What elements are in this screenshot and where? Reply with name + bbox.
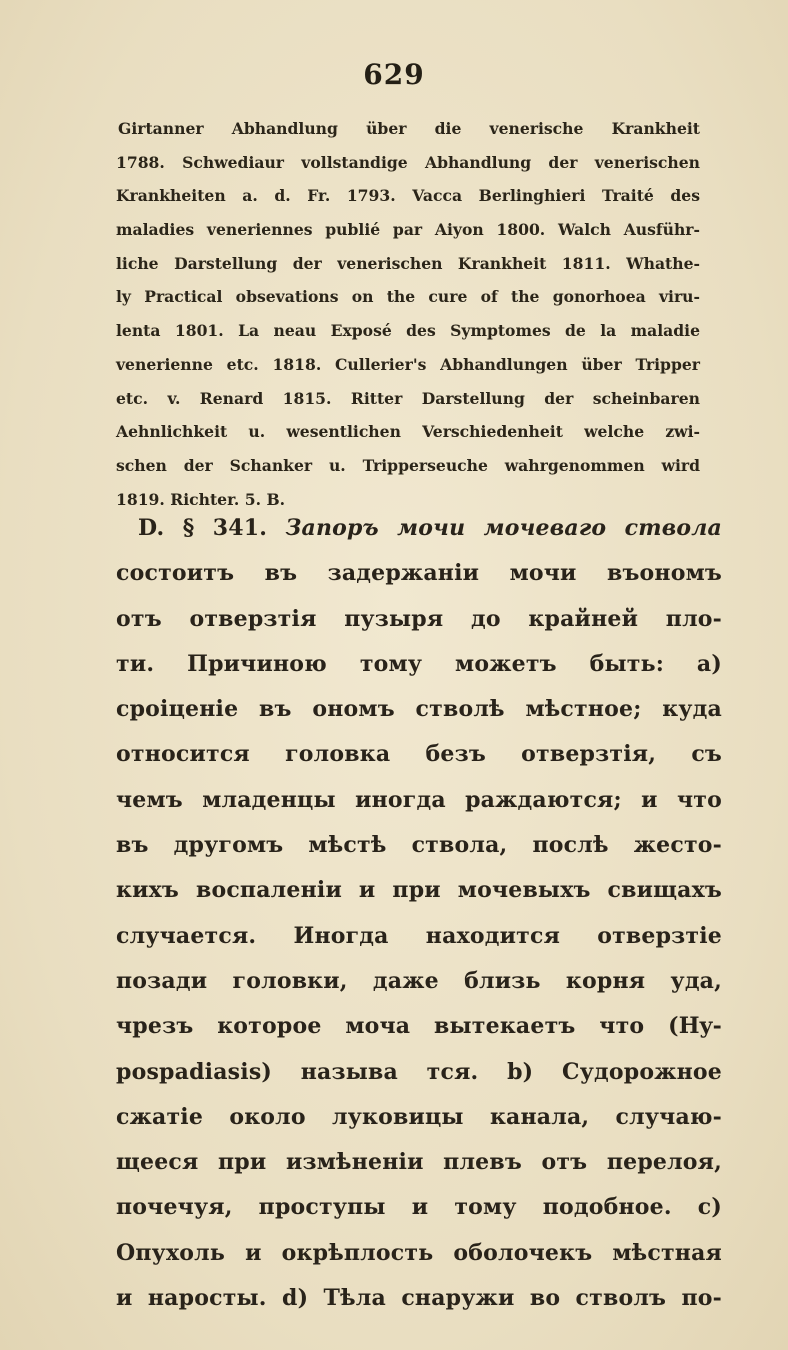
bibliography-line: maladies veneriennes publié par Aiyon 1800. Walch Ausführ- [116, 220, 700, 240]
bibliography-line: liche Darstellung der venerischen Krankheit 1811. Whathe- [116, 253, 700, 273]
body-line: состоитъ въ задержаніи мочи въономъ [116, 560, 722, 587]
section-marker: D. § 341. [138, 515, 268, 541]
body-line: чрезъ которое моча вытекаетъ что (Hy- [116, 1013, 722, 1040]
body-line: Опухоль и окрѣплость оболочекъ мѣстная [116, 1239, 722, 1266]
section-body [116, 506, 722, 1321]
bibliography-line: venerienne etc. 1818. Cullerier's Abhandlungen über Tripper [116, 354, 700, 374]
body-line: относится головка безъ отверзтія, съ [116, 741, 722, 768]
body-line: почечуя, проступы и тому подобное. c) [116, 1194, 722, 1221]
bibliography-line: Girtanner Abhandlung über die venerische Krankheit [118, 119, 700, 138]
body-line: въ другомъ мѣстѣ ствола, послѣ жесто- [116, 832, 722, 859]
body-line: позади головки, даже близь корня уда, [116, 967, 722, 994]
bibliography-line: Krankheiten a. d. Fr. 1793. Vacca Berlinghieri Traité des [116, 186, 700, 206]
section-title: Запоръ мочи мочеваго ствола [285, 515, 722, 541]
body-line: и наросты. d) Тѣла снаружи во стволъ по- [116, 1285, 722, 1312]
page-number: 629 [363, 58, 425, 91]
body-line: сроіценіе въ ономъ стволѣ мѣстное; куда [116, 696, 722, 723]
bibliography-line: lenta 1801. La neau Exposé des Symptomes de la maladie [116, 321, 700, 341]
bibliography-line: etc. v. Renard 1815. Ritter Darstellung der scheinbaren [116, 388, 700, 408]
body-line: pospadiasis) называ тся. b) Судорожное [116, 1058, 722, 1085]
body-line: чемъ младенцы иногда раждаются; и что [116, 786, 722, 813]
bibliography-line: 1819. Richter. 5. B. [116, 489, 286, 509]
body-line: случается. Иногда находится отверзтіе [116, 922, 722, 949]
body-line: ти. Причиною тому можетъ быть: а) [116, 650, 722, 677]
bibliography-block [116, 112, 700, 516]
bibliography-line: ly Practical obsevations on the cure of the gonorhoea viru- [116, 287, 700, 307]
body-line: отъ отверзтія пузыря до крайней пло- [116, 605, 722, 632]
bibliography-line: Aehnlichkeit u. wesentlichen Verschiedenheit welche zwi- [116, 422, 700, 442]
section-heading-line [116, 506, 722, 551]
bibliography-line: schen der Schanker u. Tripperseuche wahrgenommen wird [116, 455, 700, 475]
body-line: щееся при измѣненіи плевъ отъ перелоя, [116, 1149, 722, 1176]
body-line: сжатіе около луковицы канала, случаю- [116, 1103, 722, 1130]
body-line: кихъ воспаленіи и при мочевыхъ свищахъ [116, 877, 722, 904]
bibliography-line: 1788. Schwediaur vollstandige Abhandlung der venerischen [116, 152, 700, 172]
